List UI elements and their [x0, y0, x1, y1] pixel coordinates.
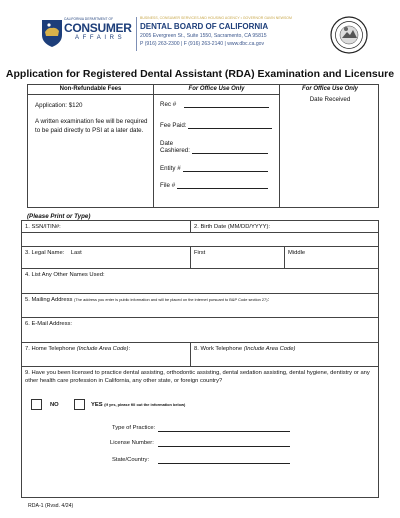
- ssn-field[interactable]: 1. SSN/ITIN#:: [25, 224, 61, 230]
- other-names-field[interactable]: [22, 269, 378, 294]
- yes-checkbox[interactable]: [74, 399, 85, 410]
- application-fee: Application: $120: [35, 102, 83, 109]
- middle-name-field[interactable]: Middle: [284, 247, 380, 268]
- row-ssn-birth: [22, 221, 378, 233]
- print-note: (Please Print or Type): [27, 213, 91, 220]
- question-9: 9. Have you been licensed to practice dental assisting, orthodontic assisting, dental sedation assisting, dental hygiene, dentistry or any other health care profession in California, any other state, or foreign country?: [25, 370, 370, 384]
- rec-number-field[interactable]: Rec #: [160, 101, 269, 108]
- form-revision: RDA-1 (Rvsd. 4/24): [28, 503, 74, 509]
- state-country-label: State/Country:: [112, 457, 150, 463]
- work-telephone-field[interactable]: 8. Work Telephone (Include Area Code): [190, 343, 380, 366]
- row-telephones: [22, 343, 378, 367]
- header-divider: [136, 17, 137, 51]
- mailing-address-field[interactable]: [22, 294, 378, 318]
- type-of-practice-input[interactable]: [158, 431, 290, 432]
- agency-name: CONSUMER: [64, 21, 132, 35]
- state-seal-icon: [330, 16, 368, 54]
- application-form: [21, 220, 379, 498]
- board-name: DENTAL BOARD OF CALIFORNIA: [140, 22, 269, 31]
- page-title: Application for Registered Dental Assistant (RDA) Examination and Licensure: [5, 68, 395, 80]
- mailing-address-label: 5. Mailing Address (The address you enter is public information and will be placed on the internet pursuant to B&P Code section 27):: [25, 297, 270, 303]
- row-legal-name: [22, 246, 378, 269]
- email-field[interactable]: [22, 318, 378, 343]
- dca-logo: [40, 14, 130, 54]
- cashiered-field[interactable]: Cashiered:: [160, 147, 268, 154]
- home-telephone-field[interactable]: 7. Home Telephone (Include Area Code):: [25, 346, 131, 352]
- header-rule: [28, 94, 153, 95]
- office-use-header-2: For Office Use Only: [302, 86, 358, 92]
- email-label: 6. E-Mail Address:: [25, 321, 73, 327]
- office-use-header: For Office Use Only: [188, 86, 245, 92]
- license-number-input[interactable]: [158, 446, 290, 447]
- no-checkbox[interactable]: [31, 399, 42, 410]
- exam-fee-note: A written examination fee will be required to be paid directly to PSI at a later date.: [35, 118, 148, 134]
- agency-affairs: AFFAIRS: [75, 35, 126, 41]
- yes-label: YES (If yes, please fill out the information below): [91, 402, 186, 408]
- other-names-label: 4. List Any Other Names Used:: [25, 272, 105, 278]
- fee-column: [28, 85, 154, 207]
- fee-header: Non-Refundable Fees: [59, 86, 122, 92]
- office-use-column: [154, 85, 280, 207]
- date-label: Date: [160, 140, 174, 147]
- last-name-field[interactable]: 3. Legal Name: Last: [25, 250, 82, 256]
- date-received-column: [280, 85, 380, 207]
- agency-small-text: CALIFORNIA DEPARTMENT OF: [64, 17, 114, 21]
- no-label: NO: [50, 402, 59, 408]
- letterhead: [40, 14, 375, 58]
- state-country-input[interactable]: [158, 463, 290, 464]
- fee-paid-field[interactable]: Fee Paid:: [160, 122, 272, 129]
- license-number-label: License Number:: [110, 440, 154, 446]
- board-address: 2005 Evergreen St., Suite 1550, Sacramento, CA 95815: [140, 33, 267, 39]
- header-rule: [154, 94, 279, 95]
- type-of-practice-label: Type of Practice:: [112, 425, 156, 431]
- gov-line: BUSINESS, CONSUMER SERVICES AND HOUSING AGENCY • GOVERNOR GAVIN NEWSOM: [140, 16, 292, 20]
- file-number-field[interactable]: File #: [160, 182, 268, 189]
- board-phone: P (916) 263-2300 | F (916) 263-2140 | www.dbc.ca.gov: [140, 41, 265, 47]
- first-name-field[interactable]: First: [190, 247, 284, 268]
- bear-badge-icon: [40, 18, 64, 48]
- entity-number-field[interactable]: Entity #: [160, 165, 268, 172]
- birth-date-field[interactable]: 2. Birth Date (MM/DD/YYYY):: [190, 221, 380, 232]
- date-received-label: Date Received: [309, 96, 351, 103]
- fee-table: [27, 84, 379, 208]
